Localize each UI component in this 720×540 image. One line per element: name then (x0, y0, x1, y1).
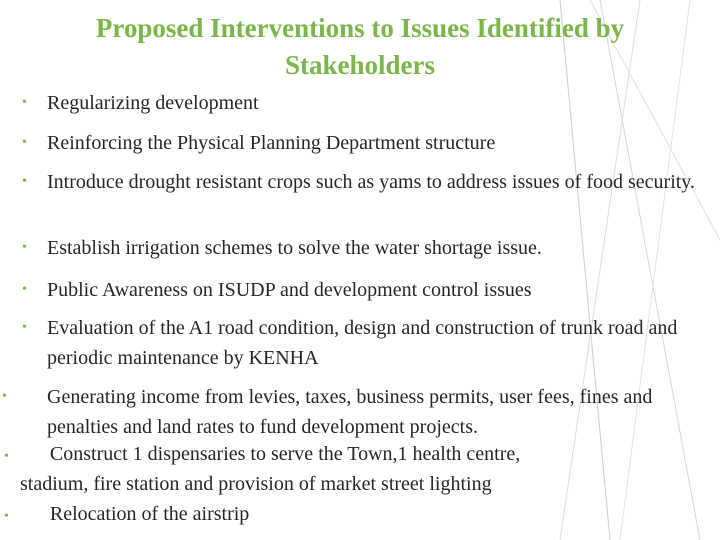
tail-line-1 (4, 439, 520, 472)
bullet-marker: • (22, 174, 27, 189)
bullet-marker: • (22, 95, 27, 110)
bullet-text: Introduce drought resistant crops such as yams to address issues of food security. (47, 171, 696, 193)
tail-line-1-text: Construct 1 dispensaries to serve the Town,1 health centre, (49, 443, 521, 465)
bullet-text: Establish irrigation schemes to solve the water shortage issue. (47, 237, 542, 259)
bullet-text: Generating income from levies, taxes, business permits, user fees, fines and penalties and land rates to fund development projects. (47, 386, 653, 438)
list-item (22, 233, 712, 263)
tail-line-3-text: Relocation of the airstrip (49, 503, 250, 525)
bullet-marker: • (22, 282, 27, 297)
tail-line-2-text: stadium, fire station and provision of market street lighting (20, 473, 492, 495)
list-item (2, 382, 692, 442)
list-item (22, 128, 712, 158)
list-item (22, 313, 712, 373)
tail-line-3 (4, 499, 249, 532)
slide-title-line-1: Proposed Interventions to Issues Identified by (95, 13, 625, 43)
slide-title (0, 10, 720, 84)
bullet-marker: • (22, 135, 27, 150)
bullet-text: Regularizing development (47, 92, 259, 114)
list-item (22, 167, 712, 197)
bullet-text: Public Awareness on ISUDP and development control issues (47, 279, 532, 301)
bullet-marker: • (4, 449, 9, 464)
tail-line-2 (20, 469, 492, 499)
bullet-text: Evaluation of the A1 road condition, design and construction of trunk road and periodic maintenance by KENHA (47, 317, 678, 369)
bullet-marker: • (22, 320, 27, 335)
list-item (22, 88, 712, 118)
slide-title-line-2: Stakeholders (284, 50, 436, 80)
bullet-marker: • (4, 509, 9, 524)
bullet-marker: • (2, 389, 7, 404)
bullet-text: Reinforcing the Physical Planning Department structure (47, 132, 496, 154)
bullet-marker: • (22, 240, 27, 255)
list-item (22, 275, 712, 305)
